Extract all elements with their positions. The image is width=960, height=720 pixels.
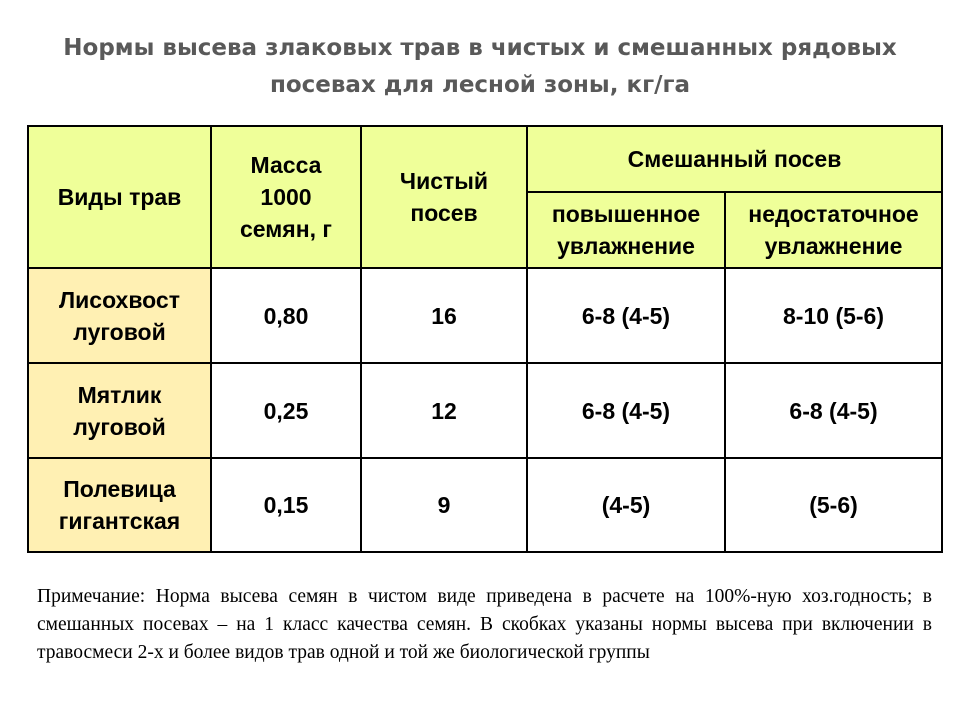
row-species-name: Мятлик луговой: [28, 363, 211, 458]
header-mixed-sowing: Смешанный посев: [527, 126, 942, 192]
cell-mass: 0,80: [211, 268, 361, 363]
cell-high-moisture: (4-5): [527, 458, 725, 552]
row-species-name: Полевица гигантская: [28, 458, 211, 552]
header-mass-line-2: 1000: [260, 184, 312, 210]
header-high-line-1: повышенное: [551, 201, 701, 227]
header-mass-line-1: Масса: [250, 152, 322, 178]
table-row: [28, 458, 942, 552]
cell-high-moisture: 6-8 (4-5): [527, 363, 725, 458]
table-row: [28, 268, 942, 363]
cell-mass: 0,25: [211, 363, 361, 458]
header-low-moisture: [725, 192, 942, 268]
page-title: [0, 30, 960, 104]
header-species: Виды трав: [28, 126, 211, 268]
cell-pure: 12: [361, 363, 527, 458]
cell-pure: 9: [361, 458, 527, 552]
cell-high-moisture: 6-8 (4-5): [527, 268, 725, 363]
page-title-line-2: посевах для лесной зоны, кг/га: [269, 72, 691, 98]
page-title-line-1: Нормы высева злаковых трав в чистых и смешанных рядовых: [63, 35, 897, 61]
footnote: Примечание: Норма высева семян в чистом виде приведена в расчете на 100%-ную хоз.годность; в смешанных посевах – на 1 класс качества семян. В скобках указаны нормы высева при включении в травосмеси 2-х и более видов трав одной и той же биологической группы: [37, 586, 932, 663]
cell-pure: 16: [361, 268, 527, 363]
seeding-rates-table: [27, 125, 943, 553]
cell-low-moisture: 8-10 (5-6): [725, 268, 942, 363]
cell-low-moisture: 6-8 (4-5): [725, 363, 942, 458]
header-pure-line-2: посев: [410, 200, 478, 226]
header-high-line-2: увлажнение: [557, 233, 695, 259]
cell-mass: 0,15: [211, 458, 361, 552]
header-low-line-2: увлажнение: [764, 233, 903, 259]
row-species-name: Лисохвост луговой: [28, 268, 211, 363]
table-row: [28, 363, 942, 458]
header-mass: [211, 126, 361, 268]
header-pure-line-1: Чистый: [399, 168, 489, 194]
header-pure-sowing: [361, 126, 527, 268]
cell-low-moisture: (5-6): [725, 458, 942, 552]
header-low-line-1: недостаточное: [748, 201, 919, 227]
header-mass-line-3: семян, г: [240, 216, 332, 242]
header-high-moisture: [527, 192, 725, 268]
